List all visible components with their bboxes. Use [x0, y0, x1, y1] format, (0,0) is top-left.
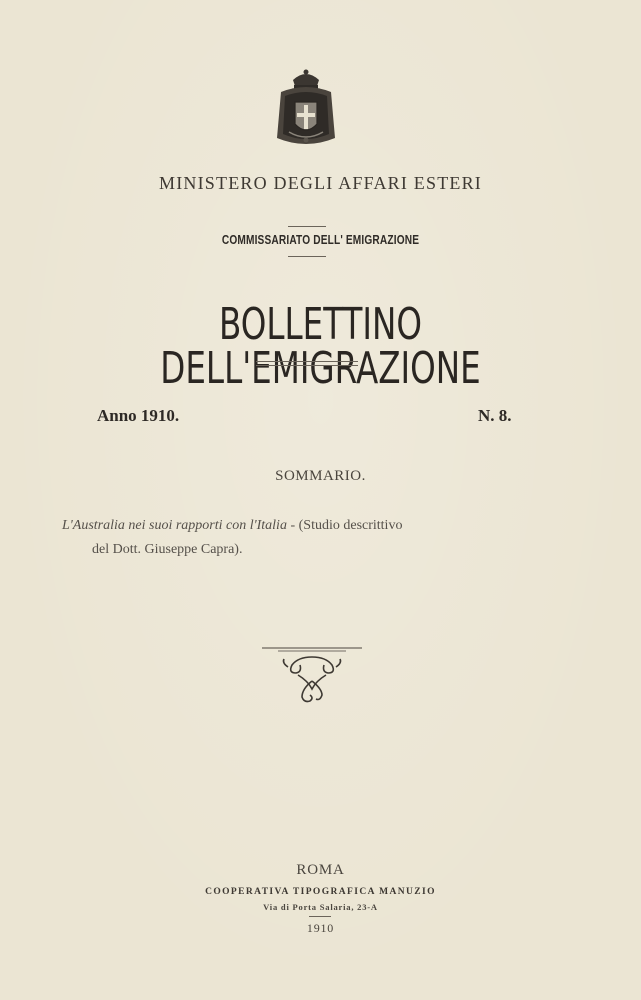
- entry-separator: -: [286, 518, 299, 533]
- issue-year: Anno 1910.: [97, 406, 180, 425]
- imprint-year: 1910: [306, 921, 335, 935]
- ministry-heading: MINISTERO DEGLI AFFARI ESTERI: [159, 173, 482, 193]
- issue-number: N. 8.: [478, 406, 512, 425]
- imprint-address: Via di Porta Salaria, 23-A: [263, 902, 378, 912]
- ornament-icon: [258, 645, 366, 707]
- entry-detail-line2: del Dott. Giuseppe Capra).: [92, 542, 243, 557]
- entry-detail-line1: (Studio descrittivo: [298, 518, 403, 533]
- page-title: BOLLETTINO DELL'EMIGRAZIONE: [160, 299, 481, 394]
- sommario-entry: [62, 514, 582, 562]
- coat-of-arms-icon: [273, 66, 339, 150]
- imprint-printer: COOPERATIVA TIPOGRAFICA MANUZIO: [205, 887, 436, 897]
- commissariato-heading: COMMISSARIATO DELL' EMIGRAZIONE: [221, 232, 420, 247]
- divider-top: [288, 226, 326, 227]
- divider-below-commissariato: [288, 256, 326, 257]
- title-underline: [256, 361, 358, 366]
- divider-imprint: [309, 916, 331, 917]
- imprint-city: ROMA: [296, 862, 345, 878]
- entry-title: L'Australia nei suoi rapporti con l'Italia: [62, 518, 287, 533]
- sommario-heading: SOMMARIO.: [275, 468, 366, 484]
